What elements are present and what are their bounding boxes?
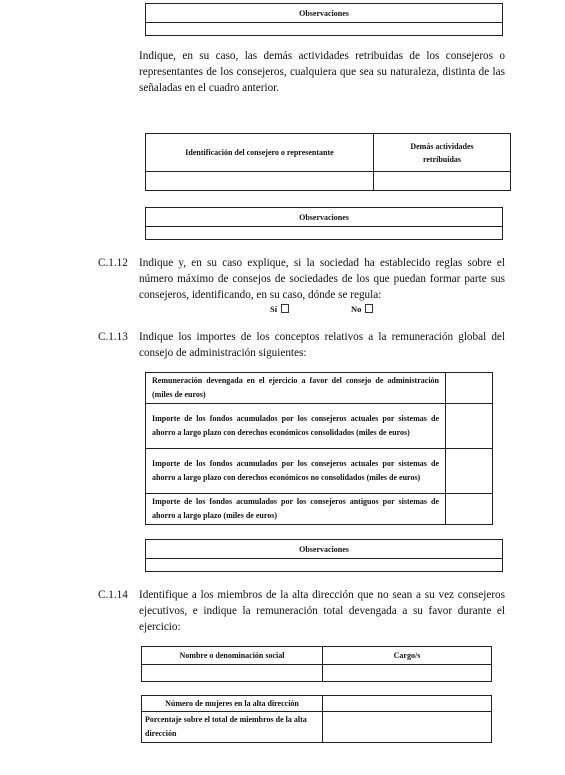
no-option[interactable] <box>351 304 373 314</box>
table-cell <box>142 665 323 682</box>
observaciones-header: Observaciones <box>146 208 503 227</box>
observaciones-table-2 <box>145 207 503 240</box>
mujeres-row-value <box>323 696 492 712</box>
si-option[interactable] <box>270 304 289 314</box>
remuneracion-row-value <box>446 449 493 494</box>
c1-13-text: Indique los importes de los conceptos relativos a la remuneración global del consejo de administración siguientes: <box>139 331 505 359</box>
alta-direccion-table <box>141 646 492 682</box>
mujeres-table <box>141 695 492 743</box>
remuneracion-table <box>145 372 493 525</box>
observaciones-table-3 <box>145 539 503 572</box>
observaciones-body <box>146 559 503 572</box>
col-identificacion-header: Identificación del consejero o representante <box>146 134 374 172</box>
no-checkbox[interactable] <box>365 304 373 313</box>
remuneracion-row-value <box>446 494 493 525</box>
no-label: No <box>351 304 362 314</box>
c1-14-text: Identifique a los miembros de la alta dirección que no sean a su vez consejeros ejecutivos, e indique la remuneración total devengada a su favor durante el ejercicio: <box>139 589 505 633</box>
observaciones-body <box>146 23 503 36</box>
porcentaje-row-label: Porcentaje sobre el total de miembros de la alta dirección <box>142 712 323 743</box>
remuneracion-row-label: Importe de los fondos acumulados por los consejeros antiguos por sistemas de ahorro a largo plazo (miles de euros) <box>146 494 446 525</box>
section-number-c1-14: C.1.14 <box>98 589 128 601</box>
col-actividades-header: Demás actividades retribuidas <box>374 134 511 172</box>
section-number-c1-12: C.1.12 <box>98 257 128 269</box>
col-cargo-header: Cargo/s <box>323 647 492 665</box>
si-label: Sí <box>270 304 278 314</box>
remuneracion-row-value <box>446 404 493 449</box>
remuneracion-row-value <box>446 373 493 404</box>
mujeres-row-label: Número de mujeres en la alta dirección <box>142 696 323 712</box>
c1-12-text: Indique y, en su caso explique, si la sociedad ha establecido reglas sobre el número máximo de consejos de sociedades de los que puedan formar parte sus consejeros, identificando, en su caso, dónde se regula: <box>139 257 505 301</box>
observaciones-table-top <box>145 3 503 36</box>
otras-actividades-text: Indique, en su caso, las demás actividades retribuidas de los consejeros o representantes de los consejeros, cualquiera que sea su naturaleza, distinta de las señaladas en el cuadro anterior. <box>139 50 505 94</box>
observaciones-header: Observaciones <box>146 4 503 23</box>
remuneracion-row-label: Remuneración devengada en el ejercicio a favor del consejo de administración (miles de euros) <box>146 373 446 404</box>
table-cell <box>323 665 492 682</box>
otras-actividades-table <box>145 133 511 191</box>
table-cell <box>374 172 511 191</box>
table-cell <box>146 172 374 191</box>
col-nombre-header: Nombre o denominación social <box>142 647 323 665</box>
section-number-c1-13: C.1.13 <box>98 331 128 343</box>
remuneracion-row-label: Importe de los fondos acumulados por los consejeros actuales por sistemas de ahorro a largo plazo con derechos económicos no consolidados (miles de euros) <box>146 449 446 494</box>
remuneracion-row-label: Importe de los fondos acumulados por los consejeros actuales por sistemas de ahorro a largo plazo con derechos económicos consolidados (miles de euros) <box>146 404 446 449</box>
si-checkbox[interactable] <box>281 304 289 313</box>
porcentaje-row-value <box>323 712 492 743</box>
observaciones-header: Observaciones <box>146 540 503 559</box>
observaciones-body <box>146 227 503 240</box>
